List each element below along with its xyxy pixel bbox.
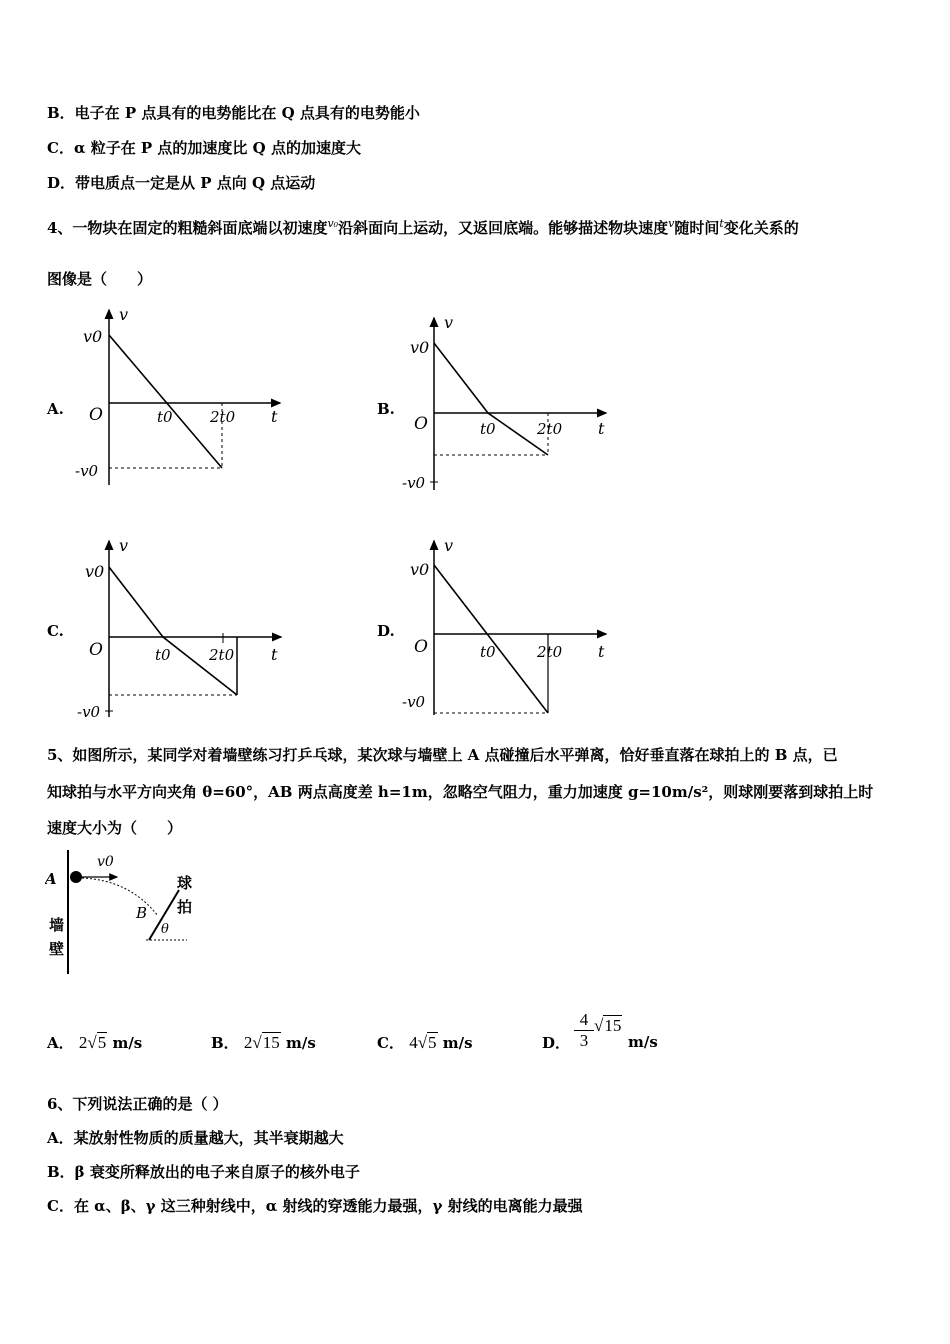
axis-label-v: v [444, 536, 454, 555]
coefficient: 2 [78, 1033, 88, 1052]
q4-stem-end: 图像是（ ） [47, 270, 153, 288]
unit: m/s [286, 1034, 316, 1052]
q5-answer-c: C． 4√5 m/s [377, 1033, 473, 1052]
q4-stem [47, 217, 799, 238]
label-t0: t0 [155, 646, 171, 664]
label-v0: v0 [85, 562, 105, 581]
q4-label-b: B. [377, 400, 395, 418]
label-v0: v0 [83, 327, 103, 346]
axis-label-v: v [119, 305, 129, 324]
q4-label-a: A. [47, 400, 64, 418]
q6-stem: 6、下列说法正确的是（ ） [47, 1095, 228, 1113]
unit: m/s [112, 1034, 143, 1052]
label-racket: 球 [177, 874, 193, 892]
label-racket: 拍 [177, 898, 193, 916]
q4-stem-part: 4、一物块在固定的粗糙斜面底端以初速度 [47, 219, 328, 237]
q6-option-c: C．在 α、β、γ 这三种射线中，α 射线的穿透能力最强，γ 射线的电离能力最强 [47, 1197, 583, 1215]
label-neg-v0: -v0 [77, 703, 101, 721]
label-2t0: 2t0 [209, 646, 235, 664]
velocity-line [109, 567, 237, 695]
numerator: 4 [579, 1010, 589, 1029]
radicand: 5 [428, 1033, 437, 1052]
ball [70, 871, 82, 883]
label-origin: O [414, 414, 428, 434]
q4-label-c: C. [47, 622, 64, 640]
label-v0: v0 [97, 854, 114, 870]
axis-label-t: t [598, 642, 605, 661]
q5-answer-d-unit: m/s [628, 1033, 658, 1051]
fraction [574, 1010, 594, 1051]
q4-stem-part: 沿斜面向上运动，又返回底端。能够描述物块速度 [338, 219, 669, 237]
axis-label-t: t [598, 419, 605, 438]
label-neg-v0: -v0 [402, 693, 426, 711]
velocity-line [434, 343, 548, 455]
axis-label-v: v [444, 313, 454, 332]
label-theta: θ [161, 922, 169, 937]
label-neg-v0: -v0 [402, 474, 426, 492]
label-origin: O [89, 405, 103, 425]
answer-label: D． [542, 1034, 571, 1052]
q5-stem-line3: 速度大小为（ ） [47, 819, 183, 837]
radicand: 15 [262, 1033, 280, 1052]
axis-label-t: t [271, 645, 278, 664]
q4-stem-part: 变化关系的 [723, 219, 799, 237]
coefficient: 4 [409, 1033, 418, 1052]
q3-option-c: C．α 粒子在 P 点的加速度比 Q 点的加速度大 [47, 139, 361, 157]
label-wall: 壁 [49, 940, 65, 958]
label-origin: O [89, 640, 103, 660]
unit: m/s [442, 1034, 473, 1052]
q5-answer-b: B． 2√15 m/s [211, 1033, 316, 1052]
sqrt-15: √15 [594, 1016, 622, 1035]
label-t0: t0 [157, 408, 173, 426]
axis-label-t: t [271, 407, 278, 426]
label-wall: 墙 [49, 916, 65, 934]
q4-t-symbol: t [719, 217, 724, 230]
axis-label-v: v [119, 536, 129, 555]
answer-label: B． [211, 1034, 239, 1052]
q4-stem-part: 随时间 [674, 219, 720, 237]
q3-option-b: B．电子在 P 点具有的电势能比在 Q 点具有的电势能小 [47, 104, 420, 122]
q5-stem-line1: 5、如图所示，某同学对着墙壁练习打乒乓球，某次球与墙壁上 A 点碰撞后水平弹离，恰好垂直落在球拍上的 B 点，已 [47, 746, 838, 764]
q4-v0-symbol: v₀ [327, 217, 339, 230]
label-origin: O [414, 637, 428, 657]
coefficient: 2 [243, 1033, 253, 1052]
label-b: B [136, 904, 148, 922]
label-v0: v0 [410, 560, 430, 579]
q5-answer-d [542, 1032, 570, 1053]
radicand: 15 [604, 1016, 622, 1035]
label-t0: t0 [480, 643, 496, 661]
q3-option-d: D．带电质点一定是从 P 点向 Q 点运动 [47, 174, 316, 192]
label-t0: t0 [480, 420, 496, 438]
label-neg-v0: -v0 [75, 462, 99, 480]
q4-v-symbol: v [668, 217, 675, 230]
label-a: A [45, 870, 57, 888]
q5-answer-a: A． 2√5 m/s [47, 1033, 143, 1052]
label-v0: v0 [410, 338, 430, 357]
q6-option-a: A．某放射性物质的质量越大，其半衰期越大 [47, 1129, 344, 1147]
label-2t0: 2t0 [210, 408, 236, 426]
q5-figure [45, 848, 215, 978]
radicand: 5 [97, 1033, 107, 1052]
velocity-line [109, 335, 222, 468]
graph-c [75, 535, 295, 725]
graph-a [75, 300, 295, 500]
label-2t0: 2t0 [537, 420, 563, 438]
answer-label: C． [377, 1034, 404, 1052]
denominator: 3 [574, 1030, 594, 1051]
graph-d [400, 535, 620, 725]
q5-stem-line2: 知球拍与水平方向夹角 θ=60°，AB 两点高度差 h=1m，忽略空气阻力，重力加速度 g=10m/s²，则球刚要落到球拍上时 [47, 783, 874, 801]
graph-b [400, 310, 620, 500]
q6-option-b: B．β 衰变所释放出的电子来自原子的核外电子 [47, 1163, 360, 1181]
q4-label-d: D. [377, 622, 395, 640]
answer-label: A． [47, 1034, 74, 1052]
velocity-line [434, 565, 548, 713]
label-2t0: 2t0 [537, 643, 563, 661]
